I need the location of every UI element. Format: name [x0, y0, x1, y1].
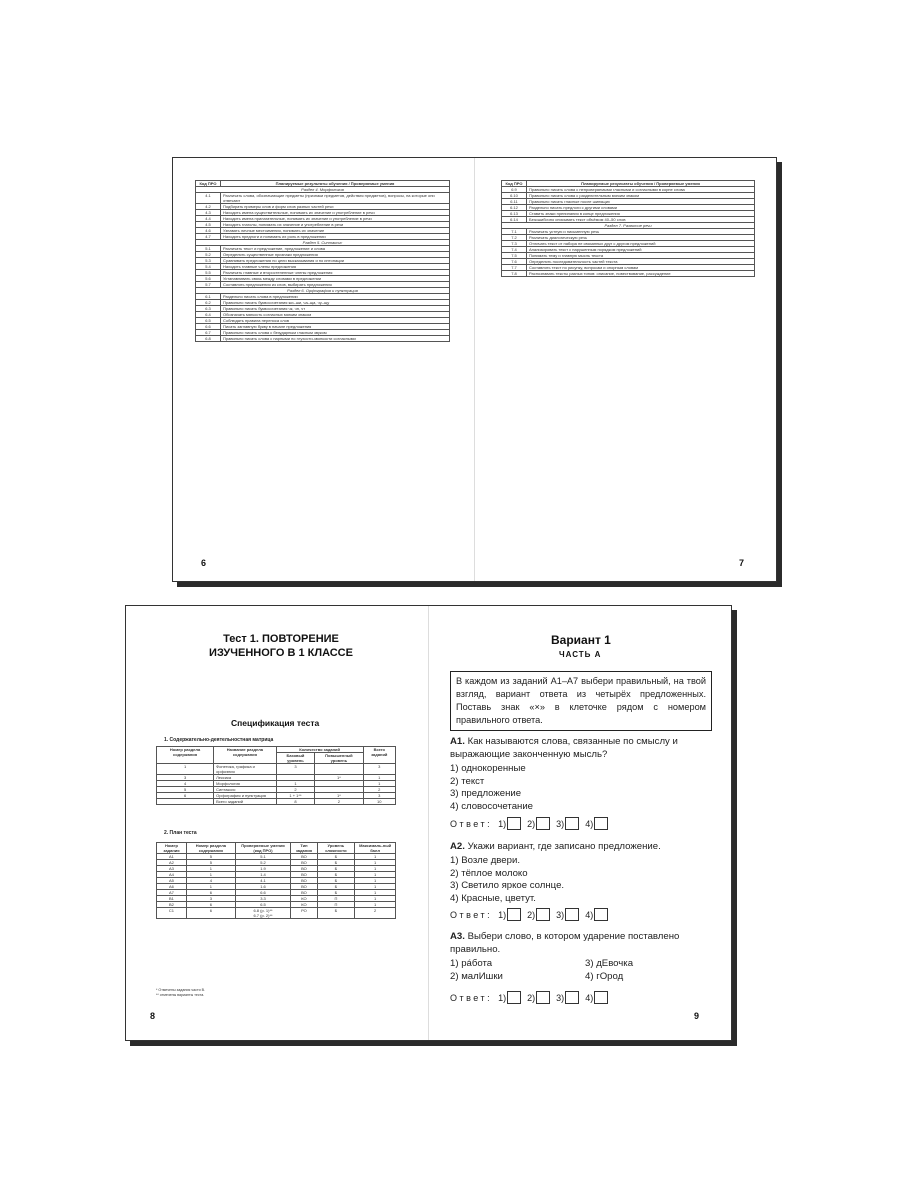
- plan-cell: 5: [186, 854, 235, 860]
- plan-col-header: Номер задания: [157, 843, 187, 854]
- plan-cell: 1.6: [235, 884, 291, 890]
- plan-cell: 6.5: [235, 902, 291, 908]
- answer-option-number: 4): [585, 818, 594, 829]
- plan-cell: Б: [317, 866, 355, 872]
- section-heading: Раздел 6. Орфография и пунктуация: [196, 288, 450, 294]
- plan-cell: 3: [186, 896, 235, 902]
- instructions-box: В каждом из заданий А1–А7 выбери правильный, на твой взгляд, вариант ответа из четырёх предложенных. Поставь знак «×» в клеточке рядом с номером правильного ответа.: [450, 671, 712, 731]
- plan-col-header: Максималь-ный балл: [355, 843, 396, 854]
- result-text: Правильно писать слова с безударным гласным звуком: [221, 330, 450, 336]
- matrix-cell: 2: [276, 787, 315, 793]
- table-row: [196, 193, 450, 204]
- top-page-spread: [172, 157, 777, 582]
- result-code: 5.7: [196, 282, 221, 288]
- result-text: Раздельно писать предлоги с другими словами: [527, 205, 755, 211]
- result-code: 5.4: [196, 264, 221, 270]
- answer-option-number: 3): [556, 992, 565, 1003]
- plan-cell: ВО: [291, 854, 317, 860]
- result-code: 6.7: [196, 330, 221, 336]
- answer-row-a2: [450, 908, 614, 921]
- result-code: 6.2: [196, 300, 221, 306]
- matrix-cell: Лексика: [214, 775, 277, 781]
- answer-checkbox[interactable]: [507, 991, 521, 1004]
- result-code: 6.9: [502, 187, 527, 193]
- page-number-8: 8: [150, 1011, 156, 1021]
- plan-cell: 1: [186, 884, 235, 890]
- question-a2-number: А2.: [450, 841, 465, 852]
- answer-option-number: 3): [556, 818, 565, 829]
- answer-option: [556, 817, 579, 830]
- result-text: Сравнивать предложения по цели высказывания и по интонации: [221, 258, 450, 264]
- answer-checkbox[interactable]: [507, 817, 521, 830]
- option-a1-4: 4) словосочетание: [450, 800, 534, 812]
- result-code: 6.5: [196, 318, 221, 324]
- plan-cell: ВО: [291, 878, 317, 884]
- answer-option-number: 2): [527, 992, 536, 1003]
- matrix-cell: Всего заданий: [214, 799, 277, 805]
- answer-option: [498, 908, 521, 921]
- answer-option: [585, 991, 608, 1004]
- matrix-title: 1. Содержательно-деятельностная матрица: [164, 737, 274, 743]
- option-a3-2: 2) малИшки: [450, 970, 503, 982]
- matrix-cell: 1*: [315, 775, 363, 781]
- plan-cell: В1: [157, 896, 187, 902]
- answer-option: [498, 991, 521, 1004]
- result-text: Различать диалогическую речь: [527, 235, 755, 241]
- footnote-1: * Отмечены задания части В.: [156, 988, 206, 992]
- question-a3: [450, 930, 700, 956]
- answer-option: [556, 991, 579, 1004]
- plan-cell: ВО: [291, 890, 317, 896]
- question-a2: [450, 840, 700, 853]
- plan-cell: 1: [355, 878, 396, 884]
- result-code: 7.7: [502, 265, 527, 271]
- result-code: 6.12: [502, 205, 527, 211]
- plan-cell: 6: [186, 890, 235, 896]
- result-code: 4.4: [196, 216, 221, 222]
- plan-col-header: Тип задания: [291, 843, 317, 854]
- table-row: [502, 271, 755, 277]
- answer-checkbox[interactable]: [565, 817, 579, 830]
- footnotes: [156, 988, 205, 998]
- plan-cell: П: [317, 896, 355, 902]
- option-a3-3: 3) дЕвочка: [585, 958, 634, 969]
- result-text: Различать устную и письменную речь: [527, 229, 755, 235]
- col-header-results: Планируемые результаты обучения / Проверяемые умения: [527, 181, 755, 187]
- result-text: Составлять текст по рисунку, вопросам и опорным словам: [527, 265, 755, 271]
- result-text: Правильно писать слова с непроверяемыми гласными и согласными в корне слова: [527, 187, 755, 193]
- result-code: 6.11: [502, 199, 527, 205]
- matrix-row: [157, 764, 396, 775]
- result-code: 6.10: [502, 193, 527, 199]
- plan-cell: 1: [355, 866, 396, 872]
- result-text: Находить имена прилагательные, понимать их значение и употребление в речи: [221, 216, 450, 222]
- matrix-cell: 3: [157, 775, 214, 781]
- plan-cell: 1: [186, 872, 235, 878]
- result-code: 5.5: [196, 270, 221, 276]
- col-header-results: Планируемые результаты обучения / Проверяемые умения: [221, 181, 450, 187]
- plan-cell: ВО: [291, 860, 317, 866]
- matrix-cell: [157, 799, 214, 805]
- result-text: Отличать текст от набора не связанных друг с другом предложений: [527, 241, 755, 247]
- result-code: 7.4: [502, 247, 527, 253]
- matrix-cell: 2: [315, 799, 363, 805]
- answer-checkbox[interactable]: [594, 908, 608, 921]
- result-code: 6.3: [196, 306, 221, 312]
- matrix-cell: 1 + 1**: [276, 793, 315, 799]
- plan-title: 2. План теста: [164, 830, 197, 836]
- question-a2-text: Укажи вариант, где записано предложение.: [467, 841, 661, 852]
- plan-cell: КО: [291, 902, 317, 908]
- result-code: 7.8: [502, 271, 527, 277]
- result-text: Определять последовательность частей текста: [527, 259, 755, 265]
- result-text: Различать главные и второстепенные члены предложения: [221, 270, 450, 276]
- planned-results-table-left: [195, 180, 450, 342]
- plan-cell: 6.8 (р. 1)** 6.7 (р. 2)**: [235, 908, 291, 919]
- answer-checkbox[interactable]: [565, 908, 579, 921]
- answer-checkbox[interactable]: [507, 908, 521, 921]
- matrix-cell: 1: [276, 781, 315, 787]
- plan-cell: РО: [291, 908, 317, 919]
- matrix-cell: 10: [363, 799, 395, 805]
- answer-option-number: 1): [498, 818, 507, 829]
- result-code: 6.13: [502, 211, 527, 217]
- test-plan-table: [156, 842, 396, 919]
- plan-cell: Б: [317, 878, 355, 884]
- plan-cell: П: [317, 902, 355, 908]
- answer-option-number: 2): [527, 909, 536, 920]
- plan-cell: В2: [157, 902, 187, 908]
- plan-row: [157, 908, 396, 919]
- plan-cell: 4: [186, 878, 235, 884]
- matrix-cell: 3: [363, 793, 395, 799]
- result-text: Составлять предложения из слов, выбирать предложения: [221, 282, 450, 288]
- result-text: Подбирать примеры слов и форм слов разных частей речи: [221, 204, 450, 210]
- question-a1: [450, 735, 700, 761]
- answer-label: Ответ:: [450, 909, 493, 920]
- test-title-line-1: Тест 1. ПОВТОРЕНИЕ: [223, 633, 339, 645]
- matrix-cell: 2: [363, 787, 395, 793]
- matrix-cell: Синтаксис: [214, 787, 277, 793]
- plan-cell: КО: [291, 896, 317, 902]
- plan-col-header: Номер раздела содержания: [186, 843, 235, 854]
- col-header-code: Код ПРО: [196, 181, 221, 187]
- test-title: [186, 632, 376, 660]
- plan-cell: Б: [317, 872, 355, 878]
- result-text: Правильно писать гласные после шипящих: [527, 199, 755, 205]
- matrix-col-section-name: Название раздела содержания: [214, 747, 277, 764]
- result-code: 4.2: [196, 204, 221, 210]
- answer-checkbox[interactable]: [536, 991, 550, 1004]
- planned-results-table-right: [501, 180, 755, 277]
- plan-cell: 5.1: [235, 854, 291, 860]
- option-a3-4: 4) гОрод: [585, 970, 624, 982]
- option-a2-2: 2) тёплое молоко: [450, 867, 528, 879]
- plan-cell: 1.9: [235, 866, 291, 872]
- page-number-7: 7: [739, 558, 745, 568]
- plan-cell: 1: [355, 854, 396, 860]
- result-code: 5.2: [196, 252, 221, 258]
- plan-cell: 1: [355, 902, 396, 908]
- question-a1-options: [450, 763, 533, 813]
- result-text: Ставить знаки препинания в конце предложения: [527, 211, 755, 217]
- answer-row-a1: [450, 817, 614, 830]
- result-text: Различать текст и предложение, предложение и слова: [221, 246, 450, 252]
- plan-cell: 1: [355, 884, 396, 890]
- result-text: Понимать тему и главную мысль текста: [527, 253, 755, 259]
- bottom-page-spread: [125, 605, 732, 1041]
- plan-cell: А6: [157, 884, 187, 890]
- result-code: 5.6: [196, 276, 221, 282]
- result-text: Распознавать тексты разных типов: описание, повествование, рассуждение: [527, 271, 755, 277]
- part-title: ЧАСТЬ А: [559, 650, 602, 659]
- plan-cell: 5: [186, 860, 235, 866]
- plan-cell: С1: [157, 908, 187, 919]
- result-text: Находить главные члены предложения: [221, 264, 450, 270]
- answer-option-number: 2): [527, 818, 536, 829]
- matrix-col-total: Всего заданий: [363, 747, 395, 764]
- plan-cell: А3: [157, 866, 187, 872]
- answer-checkbox[interactable]: [536, 908, 550, 921]
- result-text: Обозначать мягкость согласных мягким знаком: [221, 312, 450, 318]
- plan-cell: 6.6: [235, 890, 291, 896]
- table-row: [196, 336, 450, 342]
- question-a1-number: А1.: [450, 736, 465, 747]
- result-text: Узнавать личные местоимения, понимать их значение: [221, 228, 450, 234]
- plan-cell: Б: [317, 890, 355, 896]
- answer-option: [585, 908, 608, 921]
- result-code: 7.6: [502, 259, 527, 265]
- matrix-cell: Морфология: [214, 781, 277, 787]
- plan-cell: А2: [157, 860, 187, 866]
- spread-gutter: [474, 158, 475, 581]
- answer-checkbox[interactable]: [536, 817, 550, 830]
- matrix-col-basic: Базовый уровень: [276, 753, 315, 764]
- matrix-cell: 3: [276, 764, 315, 775]
- result-text: Правильно писать буквосочетания жи–ши, ча–ща, чу–щу: [221, 300, 450, 306]
- plan-cell: 1: [355, 896, 396, 902]
- page-number-9: 9: [694, 1011, 700, 1021]
- answer-option: [527, 817, 550, 830]
- answer-label: Ответ:: [450, 818, 493, 829]
- section-heading: Раздел 7. Развитие речи: [502, 223, 755, 229]
- question-a3-number: А3.: [450, 931, 465, 942]
- matrix-col-group: Количество заданий: [276, 747, 363, 753]
- col-header-code: Код ПРО: [502, 181, 527, 187]
- result-code: 6.8: [196, 336, 221, 342]
- answer-checkbox[interactable]: [565, 991, 579, 1004]
- matrix-cell: [315, 764, 363, 775]
- result-code: 7.5: [502, 253, 527, 259]
- result-text: Находить имена существительные, понимать их значение и употребление в речи: [221, 210, 450, 216]
- result-text: Раздельно писать слова в предложении: [221, 294, 450, 300]
- matrix-cell: 8: [276, 799, 315, 805]
- plan-cell: 2: [355, 908, 396, 919]
- plan-cell: 1: [355, 872, 396, 878]
- matrix-cell: 5: [157, 787, 214, 793]
- result-code: 4.5: [196, 222, 221, 228]
- result-text: Различать слова, обозначающие предметы (признаки предметов, действия предметов), вопросы, на которые они отвечают: [221, 193, 450, 204]
- plan-cell: Б: [317, 854, 355, 860]
- question-a2-options: [450, 855, 564, 905]
- question-a1-text: Как называются слова, связанные по смыслу и выражающие законченную мысль?: [450, 736, 678, 760]
- answer-option: [585, 817, 608, 830]
- option-a2-3: 3) Светило яркое солнце.: [450, 880, 565, 891]
- answer-option: [527, 991, 550, 1004]
- plan-cell: 6: [186, 908, 235, 919]
- plan-col-header: Проверяемые умения (код ПРО): [235, 843, 291, 854]
- page-number-6: 6: [201, 558, 207, 568]
- matrix-cell: 1: [363, 781, 395, 787]
- result-code: 4.3: [196, 210, 221, 216]
- matrix-cell: Фонетика, графика и орфоэпия: [214, 764, 277, 775]
- result-text: Определять существенные признаки предложения: [221, 252, 450, 258]
- result-text: Правильно писать буквосочетания чк, чн, чт: [221, 306, 450, 312]
- plan-cell: 1: [355, 890, 396, 896]
- answer-option: [556, 908, 579, 921]
- plan-cell: ВО: [291, 866, 317, 872]
- result-code: 7.1: [502, 229, 527, 235]
- plan-cell: А4: [157, 872, 187, 878]
- matrix-cell: 1: [157, 764, 214, 775]
- result-text: Безошибочно списывать текст объёмом 40–50 слов: [527, 217, 755, 223]
- variant-title: Вариант 1: [551, 633, 611, 647]
- result-code: 5.1: [196, 246, 221, 252]
- matrix-cell: 4: [157, 781, 214, 787]
- option-a1-1: 1) однокоренные: [450, 763, 526, 774]
- plan-cell: А5: [157, 878, 187, 884]
- section-heading: Раздел 4. Морфология: [196, 187, 450, 193]
- matrix-cell: 6: [157, 793, 214, 799]
- plan-cell: А7: [157, 890, 187, 896]
- answer-option-number: 4): [585, 992, 594, 1003]
- answer-checkbox[interactable]: [594, 991, 608, 1004]
- result-text: Находить предлоги и понимать их роль в предложении: [221, 234, 450, 240]
- matrix-col-advanced: Повышенный уровень: [315, 753, 363, 764]
- option-a1-2: 2) текст: [450, 775, 485, 787]
- plan-cell: 3.3: [235, 896, 291, 902]
- matrix-col-section-num: Номер раздела содержания: [157, 747, 214, 764]
- question-a3-text: Выбери слово, в котором ударение поставлено правильно.: [450, 931, 680, 955]
- answer-option-number: 3): [556, 909, 565, 920]
- plan-cell: А1: [157, 854, 187, 860]
- plan-cell: 6: [186, 902, 235, 908]
- plan-cell: 4.1: [235, 878, 291, 884]
- option-a2-4: 4) Красные, цветут.: [450, 892, 536, 904]
- result-text: Правильно писать слова с разделительным мягким знаком: [527, 193, 755, 199]
- result-code: 4.7: [196, 234, 221, 240]
- result-text: Писать заглавную букву в начале предложения: [221, 324, 450, 330]
- plan-cell: 5.2: [235, 860, 291, 866]
- answer-label: Ответ:: [450, 992, 493, 1003]
- plan-cell: ВО: [291, 884, 317, 890]
- answer-checkbox[interactable]: [594, 817, 608, 830]
- answer-option: [527, 908, 550, 921]
- result-code: 6.4: [196, 312, 221, 318]
- plan-cell: Б: [317, 908, 355, 919]
- plan-cell: 1.4: [235, 872, 291, 878]
- result-text: Находить глаголы, понимать их значение и употребление в речи: [221, 222, 450, 228]
- result-text: Устанавливать связь между словами в предложении: [221, 276, 450, 282]
- option-a1-3: 3) предложение: [450, 788, 522, 799]
- result-text: Анализировать текст с нарушенным порядком предложений: [527, 247, 755, 253]
- result-code: 7.3: [502, 241, 527, 247]
- answer-option-number: 1): [498, 992, 507, 1003]
- plan-cell: Б: [317, 860, 355, 866]
- matrix-cell: 1*: [315, 793, 363, 799]
- plan-cell: Б: [317, 884, 355, 890]
- result-code: 6.6: [196, 324, 221, 330]
- spread-gutter: [428, 606, 429, 1040]
- result-code: 5.3: [196, 258, 221, 264]
- plan-col-header: Уровень сложности: [317, 843, 355, 854]
- matrix-cell: 3: [363, 764, 395, 775]
- answer-row-a3: [450, 991, 614, 1004]
- plan-cell: ВО: [291, 872, 317, 878]
- matrix-cell: Орфография и пунктуация: [214, 793, 277, 799]
- result-code: 7.2: [502, 235, 527, 241]
- result-code: 6.14: [502, 217, 527, 223]
- footnote-2: ** отмечены варианты теста.: [156, 993, 205, 997]
- section-heading: Раздел 5. Синтаксис: [196, 240, 450, 246]
- plan-cell: 1: [186, 866, 235, 872]
- result-text: Правильно писать слова с парными по глухости-звонкости согласными: [221, 336, 450, 342]
- result-text: Соблюдать правила переноса слов: [221, 318, 450, 324]
- test-title-line-2: ИЗУЧЕННОГО В 1 КЛАССЕ: [209, 647, 353, 659]
- plan-cell: 1: [355, 860, 396, 866]
- matrix-cell: 1: [363, 775, 395, 781]
- content-matrix-table: [156, 746, 396, 805]
- specification-title: Спецификация теста: [231, 718, 320, 728]
- matrix-row: [157, 799, 396, 805]
- option-a2-1: 1) Возле двери.: [450, 855, 520, 866]
- result-code: 4.6: [196, 228, 221, 234]
- answer-option-number: 4): [585, 909, 594, 920]
- result-code: 6.1: [196, 294, 221, 300]
- option-a3-1: 1) рáбота: [450, 958, 493, 969]
- answer-option-number: 1): [498, 909, 507, 920]
- result-code: 4.1: [196, 193, 221, 204]
- answer-option: [498, 817, 521, 830]
